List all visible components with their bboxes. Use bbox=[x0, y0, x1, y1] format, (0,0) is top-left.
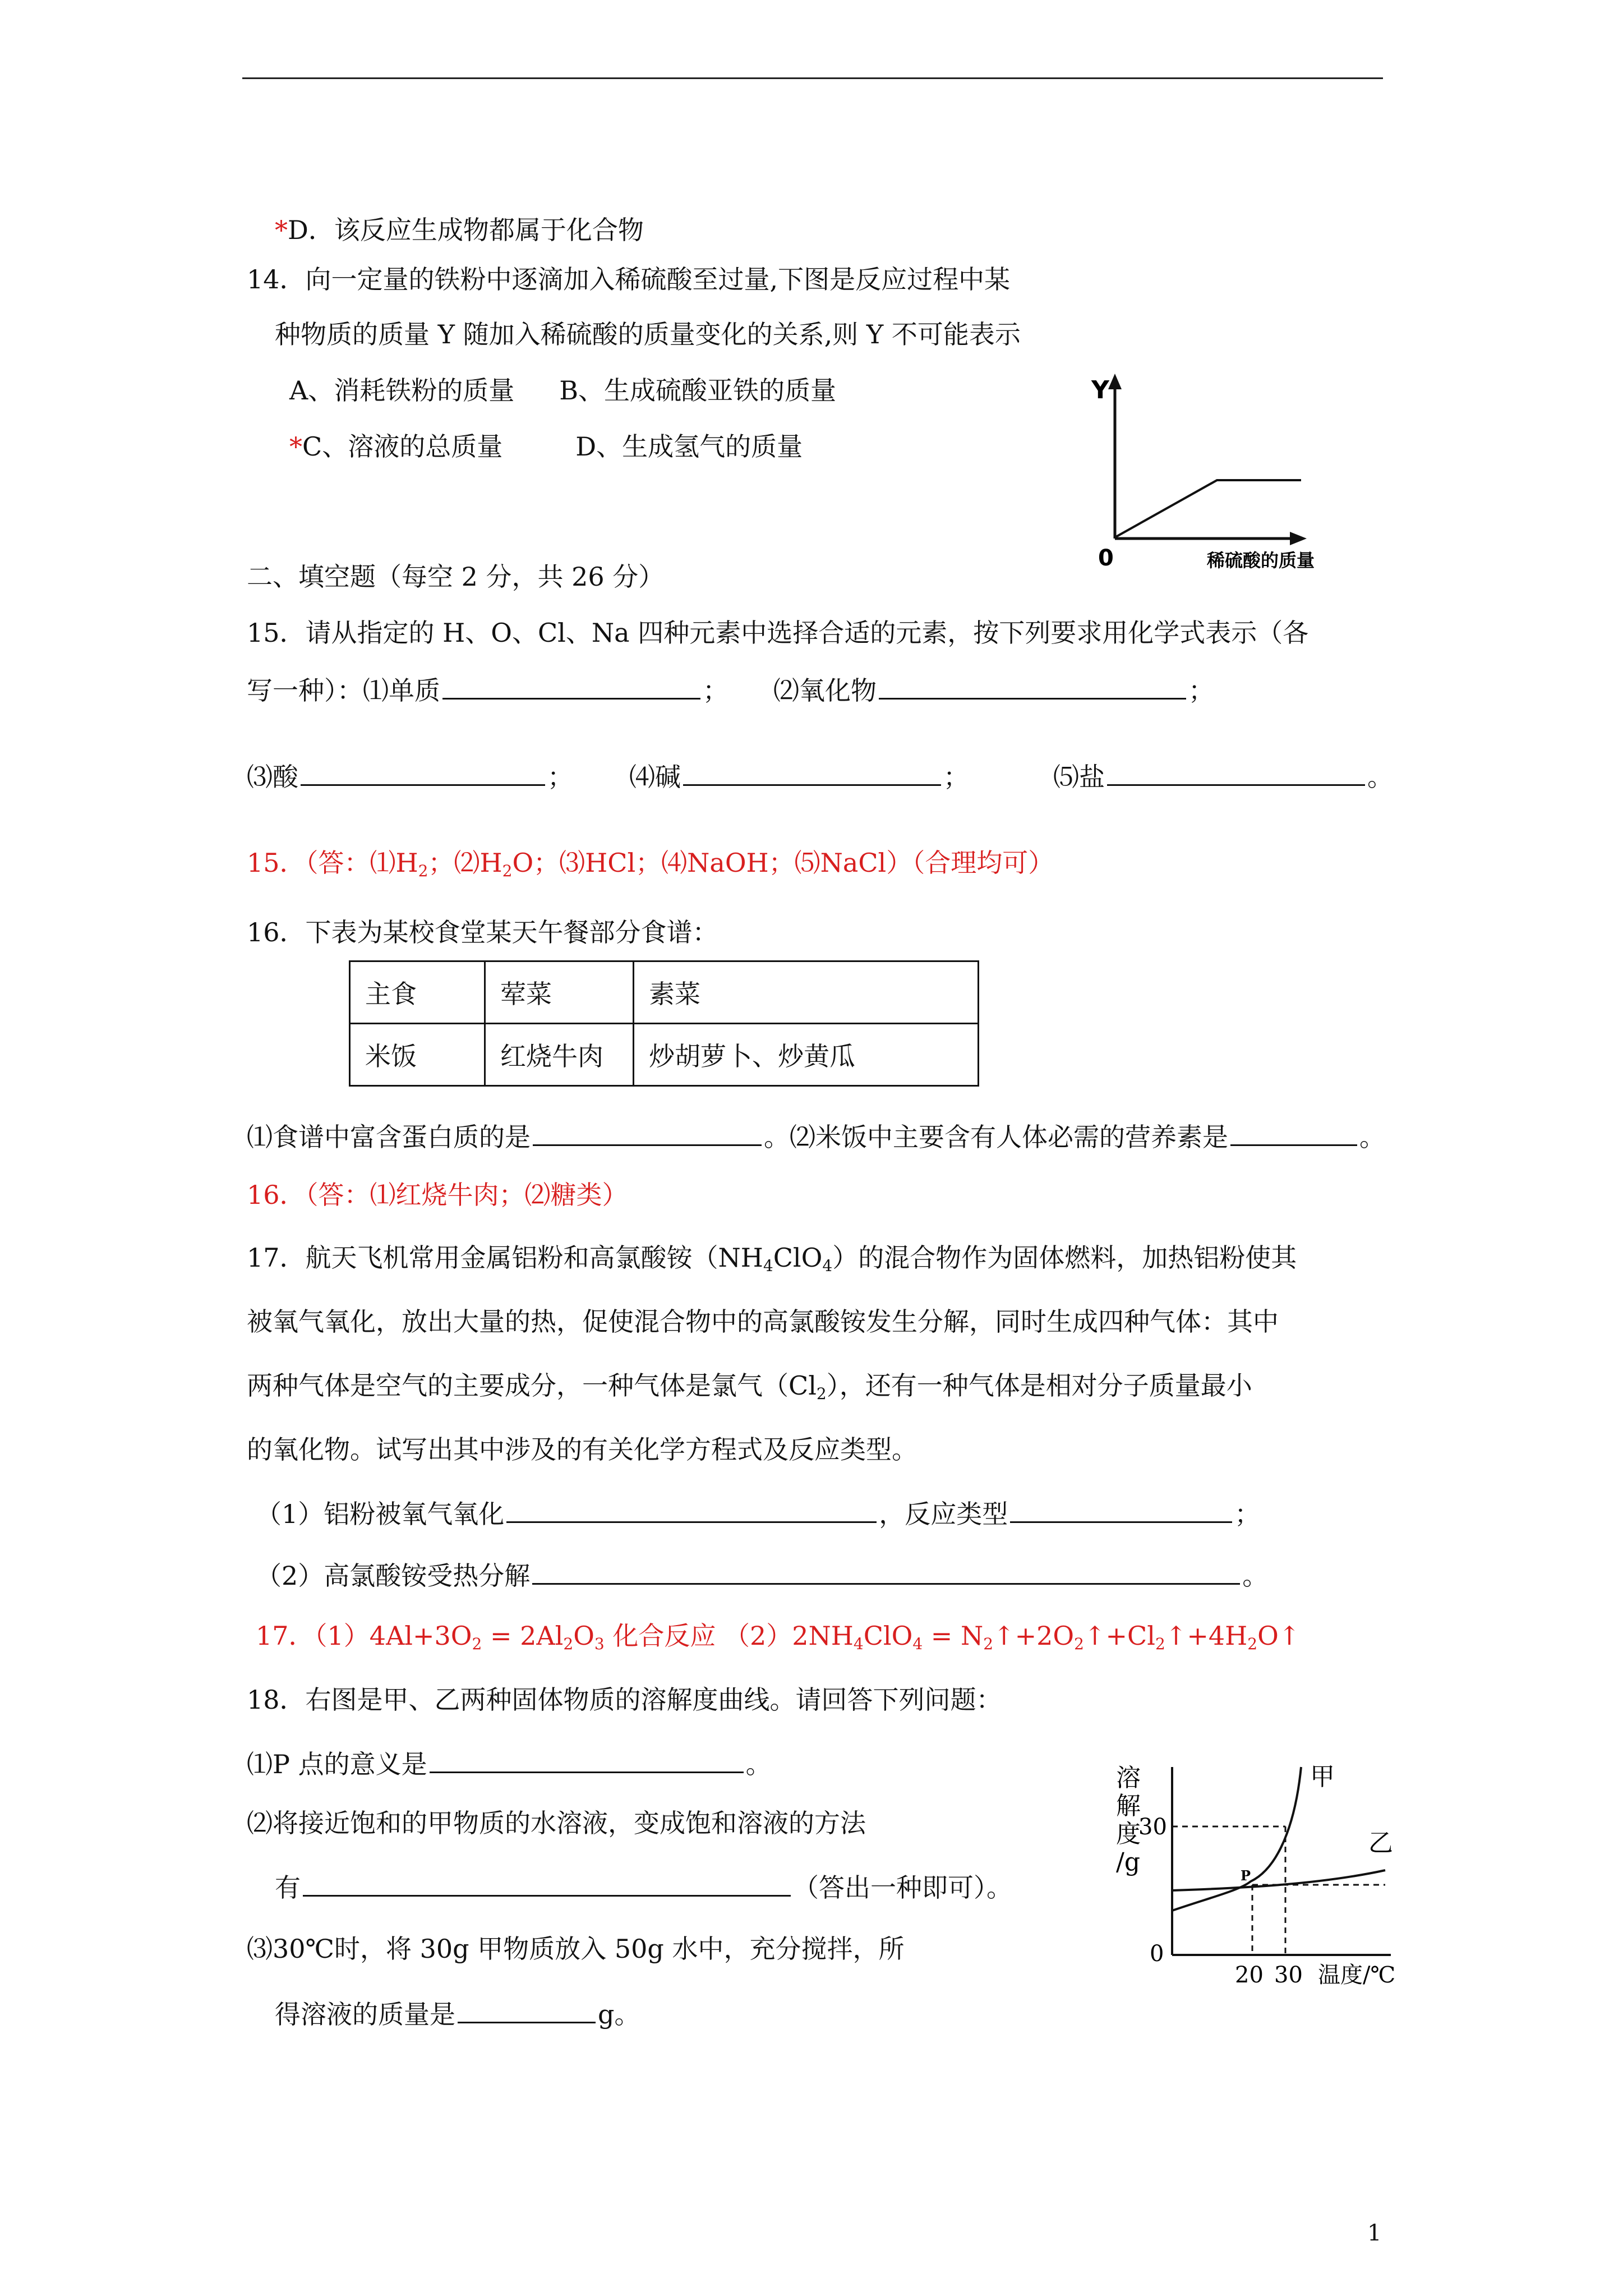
q16-question: ⑴食谱中富含蛋白质的是 。⑵米饭中主要含有人体必需的营养素是 。 bbox=[247, 1117, 1385, 1154]
y-label-1: 溶 bbox=[1116, 1764, 1141, 1792]
q18-part2b: 有 （答出一种即可）。 bbox=[275, 1868, 1012, 1904]
table-cell: 米饭 bbox=[350, 1024, 485, 1086]
blank-p-meaning[interactable] bbox=[430, 1745, 744, 1773]
q17-part2: （2）高氯酸铵受热分解 。 bbox=[256, 1556, 1268, 1593]
x-label: 温度/℃ bbox=[1318, 1962, 1396, 1988]
x-label: 稀硫酸的质量 bbox=[1207, 550, 1315, 571]
q18-stem: 18．右图是甲、乙两种固体物质的溶解度曲线。请回答下列问题： bbox=[247, 1685, 1002, 1715]
y-label-4: /g bbox=[1116, 1848, 1140, 1876]
blank-equation1[interactable] bbox=[506, 1494, 877, 1523]
table-row bbox=[350, 1024, 979, 1086]
blank-reaction-type[interactable] bbox=[1010, 1494, 1232, 1523]
table-row bbox=[350, 961, 979, 1024]
curve-yi bbox=[1172, 1870, 1385, 1890]
tick-20c: 20 bbox=[1235, 1962, 1264, 1988]
page-number: 1 bbox=[1367, 2220, 1382, 2246]
series-jia-label: 甲 bbox=[1310, 1763, 1335, 1791]
q14-option-c: C、溶液的总质量 bbox=[302, 431, 503, 462]
table-cell: 炒胡萝卜、炒黄瓜 bbox=[634, 1024, 979, 1086]
y-label-3: 度 bbox=[1116, 1820, 1141, 1848]
q14-options-ab bbox=[289, 374, 836, 407]
q18-part3: ⑶30℃时，将 30g 甲物质放入 50g 水中，充分搅拌，所 bbox=[247, 1934, 905, 1964]
q17-line4: 的氧化物。试写出其中涉及的有关化学方程式及反应类型。 bbox=[247, 1434, 917, 1465]
q18-part2: ⑵将接近饱和的甲物质的水溶液，变成饱和溶液的方法 bbox=[247, 1808, 866, 1838]
blank-base[interactable] bbox=[683, 757, 941, 786]
y-label: Y bbox=[1091, 376, 1109, 404]
q17-answer: 17．$(1)4Al+3O_2 = 2Al_2O_3$ 化合反应 $(2)2NH_4ClO_4$ = $N_2↑+2O_2↑+Cl_2↑+4H_2O↑$ bbox=[256, 1621, 1301, 1653]
y-curve bbox=[1115, 480, 1301, 537]
answer-marker: * bbox=[289, 431, 302, 462]
y-label-2: 解 bbox=[1116, 1792, 1141, 1820]
q14-option-b: B、生成硫酸亚铁的质量 bbox=[559, 375, 837, 406]
q15-line3: ⑶酸 ； ⑷碱 ； ⑸盐 。 bbox=[247, 757, 1393, 794]
tick-30g: 30 bbox=[1138, 1814, 1167, 1840]
q15-answer: 15．（答：$⑴H_2$；$⑵H_2O$；⑶HCl；⑷NaOH；⑸NaCl）（合理均可） bbox=[247, 848, 1054, 880]
tick-30c: 30 bbox=[1274, 1962, 1303, 1988]
q17-line3: 两种气体是空气的主要成分，一种气体是氯气$(Cl_2)$，还有一种气体是相对分子质量最小 bbox=[247, 1370, 1252, 1403]
point-p-label: P bbox=[1241, 1867, 1251, 1884]
q18-part1: ⑴P 点的意义是 。 bbox=[247, 1745, 772, 1781]
blank-element[interactable] bbox=[442, 671, 700, 700]
origin-label: 0 bbox=[1150, 1941, 1164, 1967]
q17-line1: 17．航天飞机常用金属铝粉和高氯酸铵$(NH_4ClO_4)$的混合物作为固体燃料，加热铝粉使其 bbox=[247, 1243, 1297, 1275]
q16-stem: 16．下表为某校食堂某天午餐部分食谱： bbox=[247, 917, 718, 947]
solubility-graph bbox=[1094, 1756, 1430, 1991]
q14-graph bbox=[1077, 370, 1357, 578]
q14-option-a: A、消耗铁粉的质量 bbox=[289, 375, 515, 406]
blank-nutrient[interactable] bbox=[1230, 1117, 1357, 1146]
table-cell: 荤菜 bbox=[485, 961, 634, 1024]
table-cell: 素菜 bbox=[634, 961, 979, 1024]
section-title: 二、填空题（每空 2 分，共 26 分） bbox=[247, 562, 665, 592]
blank-method[interactable] bbox=[303, 1868, 791, 1897]
series-yi-label: 乙 bbox=[1368, 1829, 1393, 1857]
origin-label: 0 bbox=[1098, 545, 1114, 571]
blank-salt[interactable] bbox=[1107, 757, 1365, 786]
q15-stem-line2: 写一种）：⑴单质 ； ⑵氧化物 ； bbox=[247, 671, 1214, 707]
table-cell: 主食 bbox=[350, 961, 485, 1024]
table-cell: 红烧牛肉 bbox=[485, 1024, 634, 1086]
q14-options-cd bbox=[289, 430, 803, 463]
blank-acid[interactable] bbox=[301, 757, 545, 786]
header-rule bbox=[242, 77, 1383, 79]
q14-stem-line1: 14．向一定量的铁粉中逐滴加入稀硫酸至过量,下图是反应过程中某 bbox=[247, 264, 1011, 295]
answer-marker: * bbox=[275, 215, 288, 245]
blank-equation2[interactable] bbox=[532, 1556, 1240, 1585]
y-axis-arrow bbox=[1108, 374, 1122, 389]
blank-oxide[interactable] bbox=[879, 671, 1186, 700]
q14-stem-line2: 种物质的质量 Y 随加入稀硫酸的质量变化的关系,则 Y 不可能表示 bbox=[275, 319, 1021, 349]
q18-part3b: 得溶液的质量是 g。 bbox=[275, 1995, 640, 2031]
blank-solution-mass[interactable] bbox=[458, 1995, 596, 2023]
q17-line2: 被氧气氧化，放出大量的热，促使混合物中的高氯酸铵发生分解，同时生成四种气体：其中 bbox=[247, 1306, 1279, 1337]
blank-protein[interactable] bbox=[533, 1117, 762, 1146]
q16-answer: 16．（答：⑴红烧牛肉；⑵糖类） bbox=[247, 1180, 628, 1210]
menu-table bbox=[349, 960, 979, 1087]
q17-part1: （1）铝粉被氧气氧化 ，反应类型 ； bbox=[256, 1494, 1260, 1531]
q13-option-d: *D．该反应生成物都属于化合物 bbox=[275, 215, 644, 245]
q14-option-d: D、生成氢气的质量 bbox=[575, 431, 803, 462]
x-axis-arrow bbox=[1290, 532, 1307, 545]
q15-stem-line1: 15．请从指定的 H、O、Cl、Na 四种元素中选择合适的元素，按下列要求用化学式表示（各 bbox=[247, 618, 1309, 648]
